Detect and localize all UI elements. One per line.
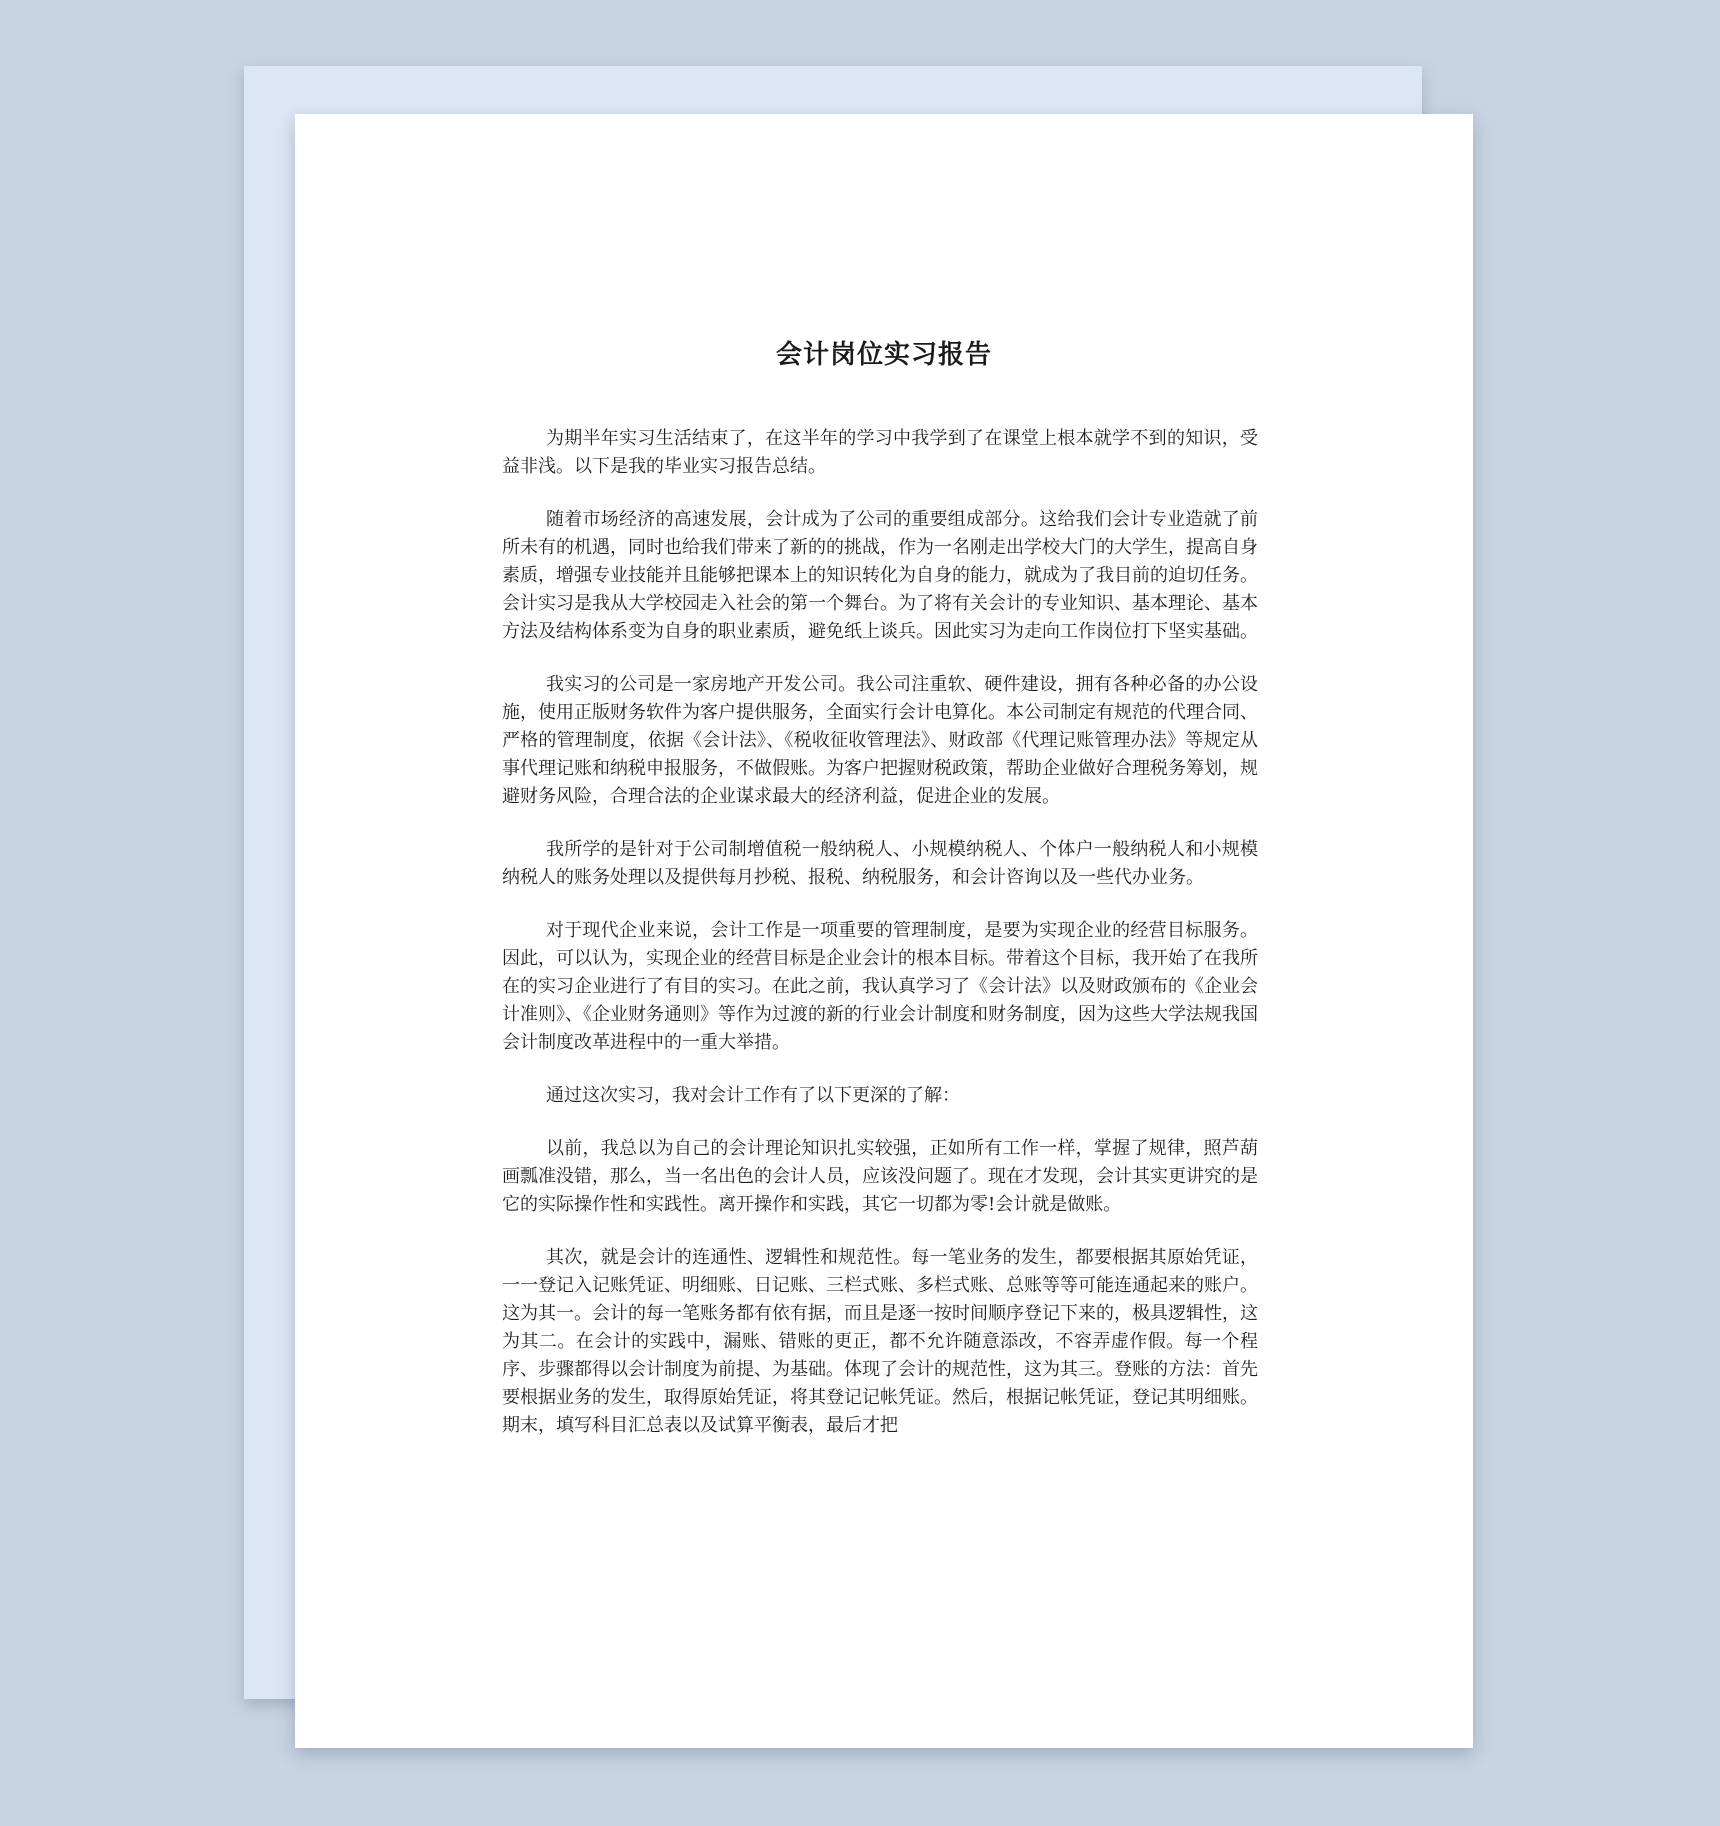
document-body	[502, 425, 1258, 1715]
paragraph-4: 我所学的是针对于公司制增值税一般纳税人、小规模纳税人、个体户一般纳税人和小规模纳税人的账务处理以及提供每月抄税、报税、纳税服务，和会计咨询以及一些代办业务。	[502, 839, 1258, 888]
paragraph-6: 通过这次实习，我对会计工作有了以下更深的了解：	[546, 1085, 960, 1106]
document-title: 会计岗位实习报告	[775, 340, 992, 370]
paragraph-8: 其次，就是会计的连通性、逻辑性和规范性。每一笔业务的发生，都要根据其原始凭证，一一登记入记账凭证、明细账、日记账、三栏式账、多栏式账、总账等等可能连通起来的账户。这为其一。会计的每一笔账务都有依有据，而且是逐一按时间顺序登记下来的，极具逻辑性，这为其二。在会计的实践中，漏账、错账的更正，都不允许随意添改，不容弄虚作假。每一个程序、步骤都得以会计制度为前提、为基础。体现了会计的规范性，这为其三。登账的方法：首先要根据业务的发生，取得原始凭证，将其登记记帐凭证。然后，根据记帐凭证，登记其明细账。期末，填写科目汇总表以及试算平衡表，最后才把	[502, 1247, 1258, 1436]
paragraph-7: 以前，我总以为自己的会计理论知识扎实较强，正如所有工作一样，掌握了规律，照芦葫画瓢准没错，那么，当一名出色的会计人员，应该没问题了。现在才发现，会计其实更讲究的是它的实际操作性和实践性。离开操作和实践，其它一切都为零!会计就是做账。	[502, 1138, 1258, 1215]
paragraph-1: 为期半年实习生活结束了，在这半年的学习中我学到了在课堂上根本就学不到的知识，受益非浅。以下是我的毕业实习报告总结。	[502, 428, 1258, 477]
paragraph-3: 我实习的公司是一家房地产开发公司。我公司注重软、硬件建设，拥有各种必备的办公设施，使用正版财务软件为客户提供服务，全面实行会计电算化。本公司制定有规范的代理合同、严格的管理制度，依据《会计法》、《税收征收管理法》、财政部《代理记账管理办法》等规定从事代理记账和纳税申报服务，不做假账。为客户把握财税政策，帮助企业做好合理税务筹划，规避财务风险，合理合法的企业谋求最大的经济利益，促进企业的发展。	[502, 674, 1258, 807]
paragraph-2: 随着市场经济的高速发展，会计成为了公司的重要组成部分。这给我们会计专业造就了前所未有的机遇，同时也给我们带来了新的的挑战，作为一名刚走出学校大门的大学生，提高自身素质，增强专业技能并且能够把课本上的知识转化为自身的能力，就成为了我目前的迫切任务。会计实习是我从大学校园走入社会的第一个舞台。为了将有关会计的专业知识、基本理论、基本方法及结构体系变为自身的职业素质，避免纸上谈兵。因此实习为走向工作岗位打下坚实基础。	[502, 509, 1258, 642]
paragraph-5: 对于现代企业来说，会计工作是一项重要的管理制度，是要为实现企业的经营目标服务。因此，可以认为，实现企业的经营目标是企业会计的根本目标。带着这个目标，我开始了在我所在的实习企业进行了有目的实习。在此之前，我认真学习了《会计法》以及财政颁布的《企业会计准则》、《企业财务通则》等作为过渡的新的行业会计制度和财务制度，因为这些大学法规我国会计制度改革进程中的一重大举措。	[502, 920, 1258, 1053]
document-page	[295, 114, 1473, 1748]
